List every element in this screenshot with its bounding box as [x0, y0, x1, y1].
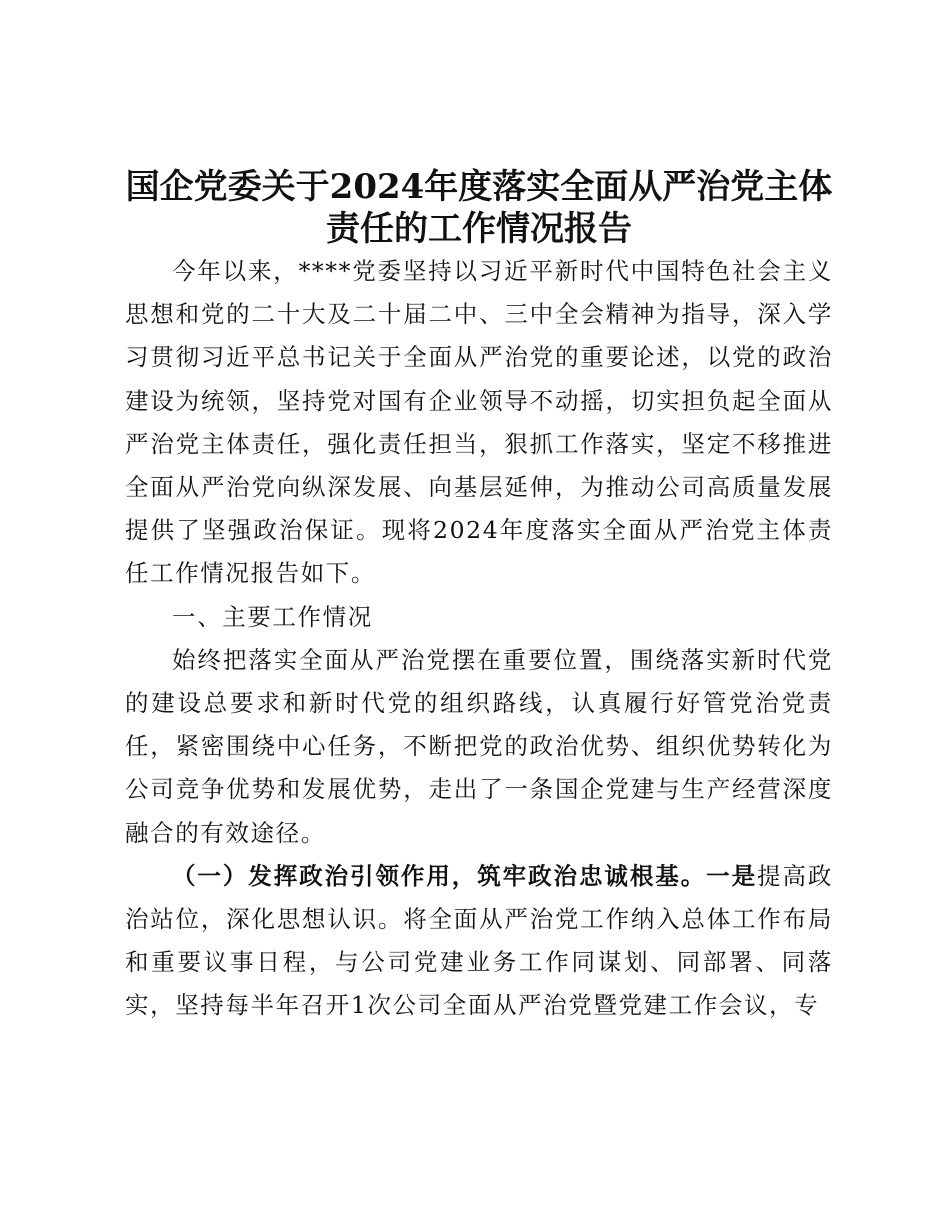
- title-line-2: 责任的工作情况报告: [326, 209, 632, 249]
- title-line-1: 国企党委关于2024年度落实全面从严治党主体: [125, 167, 833, 207]
- document-body: [125, 166, 833, 1028]
- document-title: [111, 166, 847, 250]
- subsection-paragraph-political-leadership: [125, 855, 833, 1028]
- intro-paragraph: 今年以来，****党委坚持以习近平新时代中国特色社会主义思想和党的二十大及二十届二中、三中全会精神为指导，深入学习贯彻习近平总书记关于全面从严治党的重要论述，以党的政治建设为统领，坚持党对国有企业领导不动摇，切实担负起全面从严治党主体责任，强化责任担当，狠抓工作落实，坚定不移推进全面从严治党向纵深发展、向基层延伸，为推动公司高质量发展提供了坚强政治保证。现将2024年度落实全面从严治党主体责任工作情况报告如下。: [125, 257, 833, 588]
- subsection-lead: （一）发挥政治引领作用，筑牢政治忠诚根基。一是: [172, 861, 758, 890]
- section-heading-main-work: 一、主要工作情况: [172, 602, 373, 631]
- section-paragraph-main-work: 始终把落实全面从严治党摆在重要位置，围绕落实新时代党的建设总要求和新时代党的组织路线，认真履行好管党治党责任，紧密围绕中心任务，不断把党的政治优势、组织优势转化为公司竞争优势和发展优势，走出了一条国企党建与生产经营深度融合的有效途径。: [125, 645, 833, 847]
- subsection-text: 提高政治站位，深化思想认识。将全面从严治党工作纳入总体工作布局和重要议事日程，与公司党建业务工作同谋划、同部署、同落实，坚持每半年召开1次公司全面从严治党暨党建工作会议，专: [125, 861, 833, 1020]
